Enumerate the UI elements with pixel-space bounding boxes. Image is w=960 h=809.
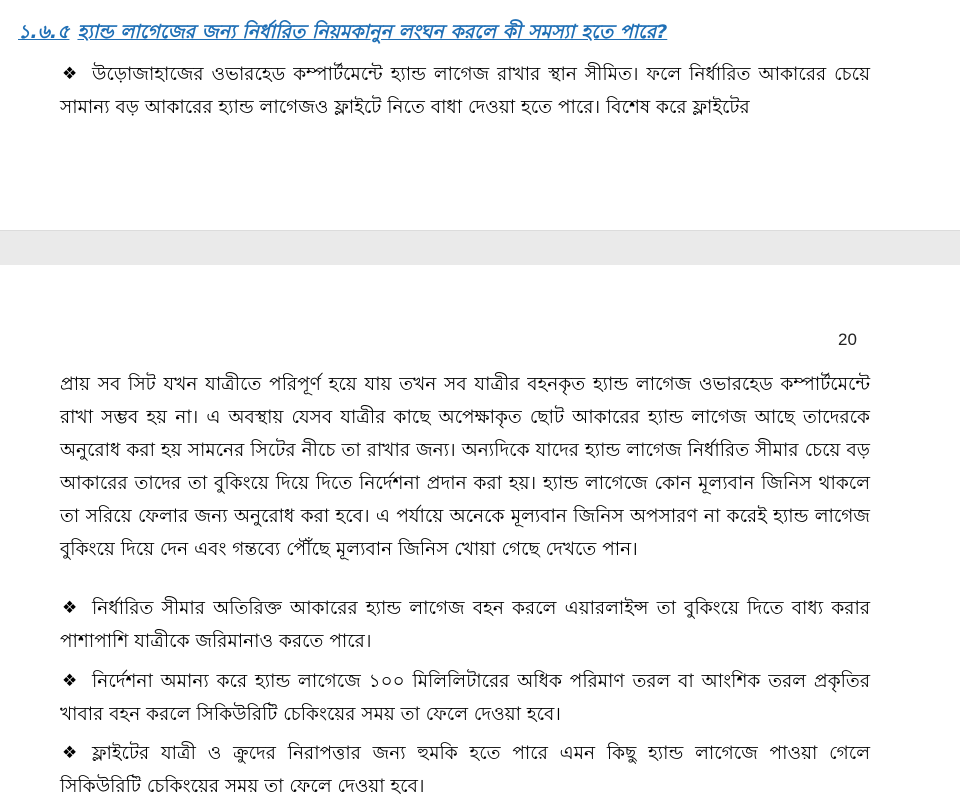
paragraph-4: নির্দেশনা অমান্য করে হ্যান্ড লাগেজে ১০০ মিলিলিটারের অধিক পরিমাণ তরল বা আংশিক তরল প্রকৃতির খাবার বহন করলে সিকিউরিটি চেকিংয়ের সময় তা ফেলে দেওয়া হবে। (60, 671, 870, 725)
paragraph-5: ফ্লাইটের যাত্রী ও ক্রুদের নিরাপত্তার জন্য হুমকি হতে পারে এমন কিছু হ্যান্ড লাগেজে পাওয়া গেলে সিকিউরিটি চেকিংয়ের সময় তা ফেলে দেওয়া হবে। (60, 743, 870, 797)
bullet-diamond-icon: ❖ (62, 671, 78, 691)
document-page-top (0, 0, 960, 230)
bullet-diamond-icon: ❖ (62, 64, 78, 84)
section-heading (18, 18, 667, 50)
section-number: ১.৬.৫ (18, 21, 70, 43)
section-title: হ্যান্ড লাগেজের জন্য নির্ধারিত নিয়মকানুন লংঘন করলে কী সমস্যা হতে পারে? (77, 21, 668, 43)
bullet-diamond-icon: ❖ (62, 598, 78, 618)
paragraph-3: নির্ধারিত সীমার অতিরিক্ত আকারের হ্যান্ড লাগেজ বহন করলে এয়ারলাইন্স তা বুকিংয়ে দিতে বাধ্য করার পাশাপাশি যাত্রীকে জরিমানাও করতে পারে। (60, 598, 870, 652)
paragraph-2: প্রায় সব সিট যখন যাত্রীতে পরিপূর্ণ হয়ে যায় তখন সব যাত্রীর বহনকৃত হ্যান্ড লাগেজ ওভারহেড কম্পার্টমেন্টে রাখা সম্ভব হয় না। এ অবস্থায় যেসব যাত্রীর কাছে অপেক্ষাকৃত ছোট আকারের হ্যান্ড লাগেজ আছে তাদেরকে অনুরোধ করা হয় সামনের সিটের নীচে তা রাখার জন্য। অন্যদিকে যাদের হ্যান্ড লাগেজ নির্ধারিত সীমার চেয়ে বড় আকারের তাদের তা বুকিংয়ে দিয়ে দিতে নির্দেশনা প্রদান করা হয়। হ্যান্ড লাগেজে কোন মূল্যবান জিনিস থাকলে তা সরিয়ে ফেলার জন্য অনুরোধ করা হবে। এ পর্যায়ে অনেকে মূল্যবান জিনিস অপসারণ না করেই হ্যান্ড লাগেজ বুকিংয়ে দিয়ে দেন এবং গন্তব্যে পৌঁছে মূল্যবান জিনিস খোয়া গেছে দেখতে পান। (60, 374, 870, 560)
paragraph-1: উড়োজাহাজের ওভারহেড কম্পার্টমেন্টে হ্যান্ড লাগেজ রাখার স্থান সীমিত। ফলে নির্ধারিত আকারের চেয়ে সামান্য বড় আকারের হ্যান্ড লাগেজও ফ্লাইটে নিতে বাধা দেওয়া হতে পারে। বিশেষ করে ফ্লাইটের (60, 64, 870, 118)
bullet-diamond-icon: ❖ (62, 743, 78, 763)
page-number: 20 (838, 330, 857, 349)
page-separator (0, 230, 960, 266)
